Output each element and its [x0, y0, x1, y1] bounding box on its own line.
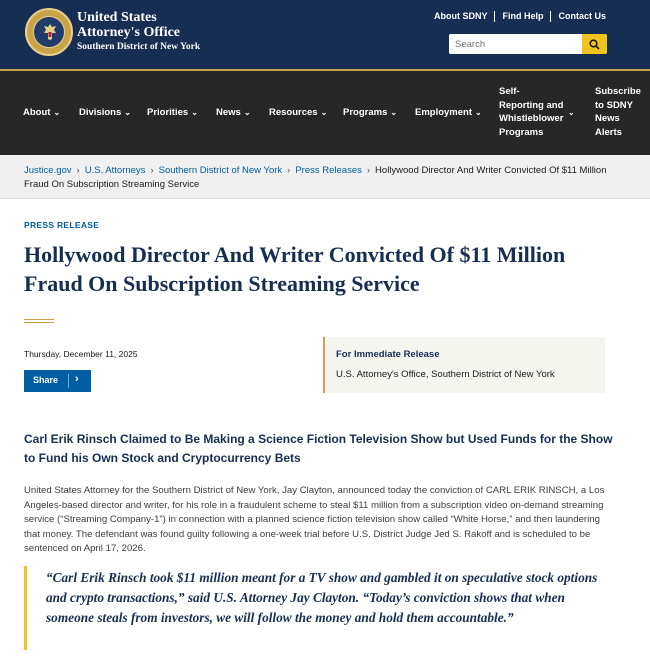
search-box: [449, 34, 607, 54]
breadcrumb-current: Hollywood Director And Writer Convicted Of $11 Million Fraud On Subscription Streaming Service: [24, 165, 607, 190]
release-office: U.S. Attorney's Office, Southern District of New York: [336, 369, 555, 380]
nav-priorities[interactable]: [147, 106, 198, 120]
org-name-line1[interactable]: United States: [77, 10, 157, 25]
nav-self-reporting-line2: Reporting and: [499, 99, 564, 111]
nav-subscribe-line2: to SDNY: [595, 99, 633, 111]
nav-subscribe[interactable]: [595, 85, 641, 139]
chevron-down-icon: ⌄: [568, 108, 575, 117]
nav-subscribe-line1: Subscribe: [595, 86, 641, 97]
nav-resources-label: Resources: [269, 107, 318, 118]
nav-priorities-label: Priorities: [147, 107, 189, 118]
chevron-down-icon: ⌄: [191, 108, 198, 117]
nav-divisions-label: Divisions: [79, 107, 122, 118]
contact-us-link[interactable]: Contact Us: [558, 11, 606, 21]
pull-quote-text: “Carl Erik Rinsch took $11 million meant for a TV show and gambled it on speculative stock options and crypto transactions,” said U.S. Attorney Jay Clayton. “Today’s conviction shows that when someone steals from investors, we will follow the money and hold them accountable.”: [46, 570, 598, 625]
breadcrumb-us-attorneys[interactable]: U.S. Attorneys: [84, 165, 146, 176]
breadcrumb-sdny[interactable]: Southern District of New York: [158, 165, 283, 176]
article-body-paragraph: United States Attorney for the Southern District of New York, Jay Clayton, announced today the conviction of CARL ERIK RINSCH, a Los Angeles-based director and writer, for his role in a fraudulent scheme to steal $11 million from a subscription video on-demand streaming service (“Streaming Company-1”) in connection with a planned science fiction television show called “White Horse,” and then laundering that money. The defendant was found guilty following a one-week trial before U.S. District Judge Jed S. Rakoff and is scheduled to be sentenced on April 17, 2026.: [24, 485, 605, 554]
org-name-line2[interactable]: Attorney's Office: [77, 25, 181, 40]
site-header: [0, 0, 650, 69]
nav-subscribe-line3: News: [595, 113, 620, 124]
nav-news[interactable]: [216, 106, 251, 120]
chevron-right-icon: ›: [366, 165, 371, 176]
main-nav: [0, 71, 650, 155]
nav-about-label: About: [23, 107, 51, 118]
nav-employment[interactable]: [415, 106, 482, 120]
breadcrumb-press-releases[interactable]: Press Releases: [295, 165, 362, 176]
chevron-down-icon: ⌄: [475, 108, 482, 117]
eagle-icon: [43, 23, 57, 41]
nav-employment-label: Employment: [415, 107, 473, 118]
share-divider: [68, 374, 69, 388]
title-divider: [24, 322, 54, 323]
nav-about[interactable]: [23, 106, 60, 120]
breadcrumb: [24, 164, 614, 192]
chevron-down-icon: ⌄: [320, 108, 328, 117]
chevron-down-icon: ⌄: [53, 108, 61, 117]
breadcrumb-bar: [0, 155, 650, 199]
search-button[interactable]: [582, 34, 607, 54]
article-subheading: Carl Erik Rinsch Claimed to Be Making a Science Fiction Television Show but Used Funds for the Show to Fund his Own Stock and Cryptocurrency Bets: [24, 432, 613, 465]
chevron-right-icon: ›: [150, 165, 154, 176]
find-help-link[interactable]: Find Help: [495, 11, 551, 22]
nav-self-reporting[interactable]: [499, 85, 563, 139]
search-input[interactable]: [449, 34, 582, 54]
usao-seal-logo[interactable]: [25, 8, 73, 56]
nav-self-reporting-line3: Whistleblower: [499, 113, 564, 124]
seal-center: [33, 16, 65, 48]
chevron-right-icon: ›: [75, 373, 79, 385]
share-label: Share: [33, 375, 59, 385]
page-title: Hollywood Director And Writer Convicted Of $11 Million Fraud On Subscription Streaming Service: [24, 242, 566, 296]
chevron-down-icon: ⌄: [243, 108, 251, 117]
about-sdny-link[interactable]: About SDNY: [427, 11, 496, 22]
nav-self-reporting-line4: Programs: [499, 126, 544, 138]
release-heading: For Immediate Release: [336, 349, 440, 360]
utility-links: [427, 11, 606, 22]
district-name[interactable]: Southern District of New York: [77, 42, 201, 52]
press-release-label: PRESS RELEASE: [24, 220, 100, 230]
nav-subscribe-line4: Alerts: [595, 126, 622, 138]
chevron-down-icon: ⌄: [390, 108, 398, 117]
nav-programs-label: Programs: [343, 107, 388, 118]
share-button[interactable]: [24, 370, 91, 392]
nav-self-reporting-line1: Self-: [499, 86, 520, 97]
pull-quote: [24, 566, 614, 650]
chevron-down-icon: ⌄: [124, 108, 131, 117]
nav-divisions[interactable]: [79, 106, 131, 120]
release-date: Thursday, December 11, 2025: [24, 349, 138, 359]
title-divider: [24, 319, 54, 320]
breadcrumb-justice-gov[interactable]: Justice.gov: [24, 165, 72, 176]
search-icon: [589, 39, 600, 50]
nav-programs[interactable]: [343, 106, 397, 120]
chevron-right-icon: ›: [287, 165, 291, 176]
nav-resources[interactable]: [269, 106, 327, 120]
release-info-box: [323, 337, 605, 393]
nav-news-label: News: [216, 107, 241, 118]
chevron-right-icon: ›: [76, 165, 80, 176]
